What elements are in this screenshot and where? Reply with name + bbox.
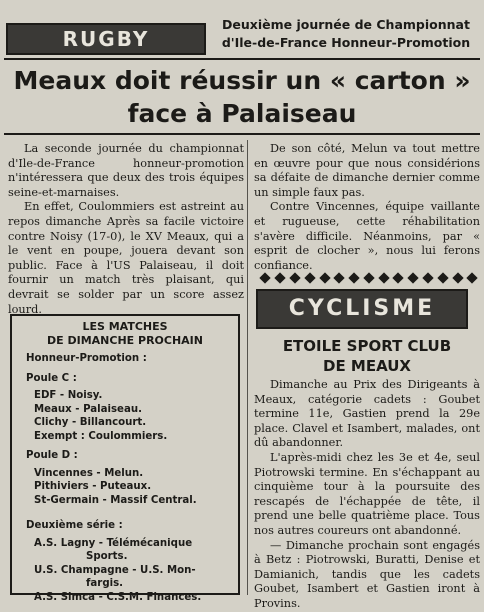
cyclisme-section-banner: CYCLISME — [256, 289, 468, 329]
match-item: Exempt : Coulommiers. — [34, 430, 168, 442]
headline-line: ETOILE SPORT CLUB — [282, 337, 452, 355]
match-item: A.S. Lagny - Télémécanique — [34, 537, 193, 549]
paragraph: L'après-midi chez les 3e et 4e, seul Piotrowski termine. En s'échappant au cinquième tour à la poursuite des rescapés de l'échappée de tête, il prend une belle quatrième place. Tous nos autres coureurs ont abandonné. — [254, 450, 480, 537]
paragraph: En effet, Coulommiers est astreint au repos dimanche Après sa facile victoire contre Noisy (17-0), le XV Meaux, qui a le vent en poupe, jouera devant son public. Face à l'US Palaiseau, il doit fournir un match très plaisant, qui devrait se solder par un score assez lourd. — [8, 200, 244, 316]
match-item: Pithiviers - Puteaux. — [34, 481, 152, 492]
poule-label: Poule D : — [26, 450, 78, 461]
diamond-divider — [258, 267, 480, 281]
matches-box-title — [12, 320, 238, 348]
match-item-continued: fargis. — [86, 578, 124, 589]
article-headline — [4, 64, 480, 130]
divider — [4, 58, 480, 60]
match-item: A.S. Simca - C.S.M. Finances. — [34, 591, 202, 603]
series-label: Deuxième série : — [26, 520, 123, 531]
article-kicker — [208, 16, 484, 52]
headline-line: face à Palaiseau — [127, 99, 357, 128]
rugby-left-column — [8, 142, 244, 317]
rugby-section-banner: RUGBY — [6, 23, 206, 55]
divider — [4, 133, 480, 135]
match-item: Vincennes - Melun. — [34, 467, 144, 479]
title-line: LES MATCHES — [82, 320, 168, 333]
headline-line: Meaux doit réussir un « carton » — [13, 66, 471, 95]
cyclisme-headline — [254, 336, 480, 376]
title-line: DE DIMANCHE PROCHAIN — [47, 334, 203, 347]
headline-line: DE MEAUX — [323, 357, 411, 375]
kicker-line: Deuxième journée de Championnat — [222, 17, 470, 32]
column-rule — [247, 140, 248, 595]
match-item: St-Germain - Massif Central. — [34, 494, 197, 506]
match-item: Meaux - Palaiseau. — [34, 403, 142, 415]
paragraph: De son côté, Melun va tout mettre en œuvre pour que nous considérions sa défaite de dimanche dernier comme un simple faux pas. — [254, 142, 480, 199]
rugby-right-column — [254, 142, 480, 273]
paragraph: Contre Vincennes, équipe vaillante et rugueuse, cette réhabilitation s'avère difficile. Néanmoins, par « esprit de clocher », nous lui ferons confiance. — [254, 200, 480, 272]
paragraph: — Dimanche prochain sont engagés à Betz : Piotrowski, Buratti, Denise et Damianich, tandis que les cadets Goubet, Isambert et Gastien iront à Provins. — [254, 538, 480, 610]
paragraph: Dimanche au Prix des Dirigeants à Meaux, catégorie cadets : Goubet termine 11e, Gastien prend la 29e place. Clavel et Isambert, malades, ont dû abandonner. — [254, 378, 480, 450]
match-item: EDF - Noisy. — [34, 390, 103, 401]
kicker-line: d'Ile-de-France Honneur-Promotion — [221, 35, 471, 50]
matches-box — [10, 314, 240, 603]
match-item: U.S. Champagne - U.S. Mon- — [34, 564, 196, 576]
cyclisme-body — [254, 378, 480, 612]
matches-list — [12, 352, 238, 604]
poule-label: Poule C : — [26, 372, 77, 384]
division-label: Honneur-Promotion : — [26, 353, 147, 364]
match-item: Clichy - Billancourt. — [34, 417, 147, 428]
paragraph: La seconde journée du championnat d'Ile-de-France honneur-promotion n'intéressera que deux des trois équipes seine-et-marnaises. — [8, 142, 244, 199]
match-item-continued: Sports. — [86, 551, 128, 562]
